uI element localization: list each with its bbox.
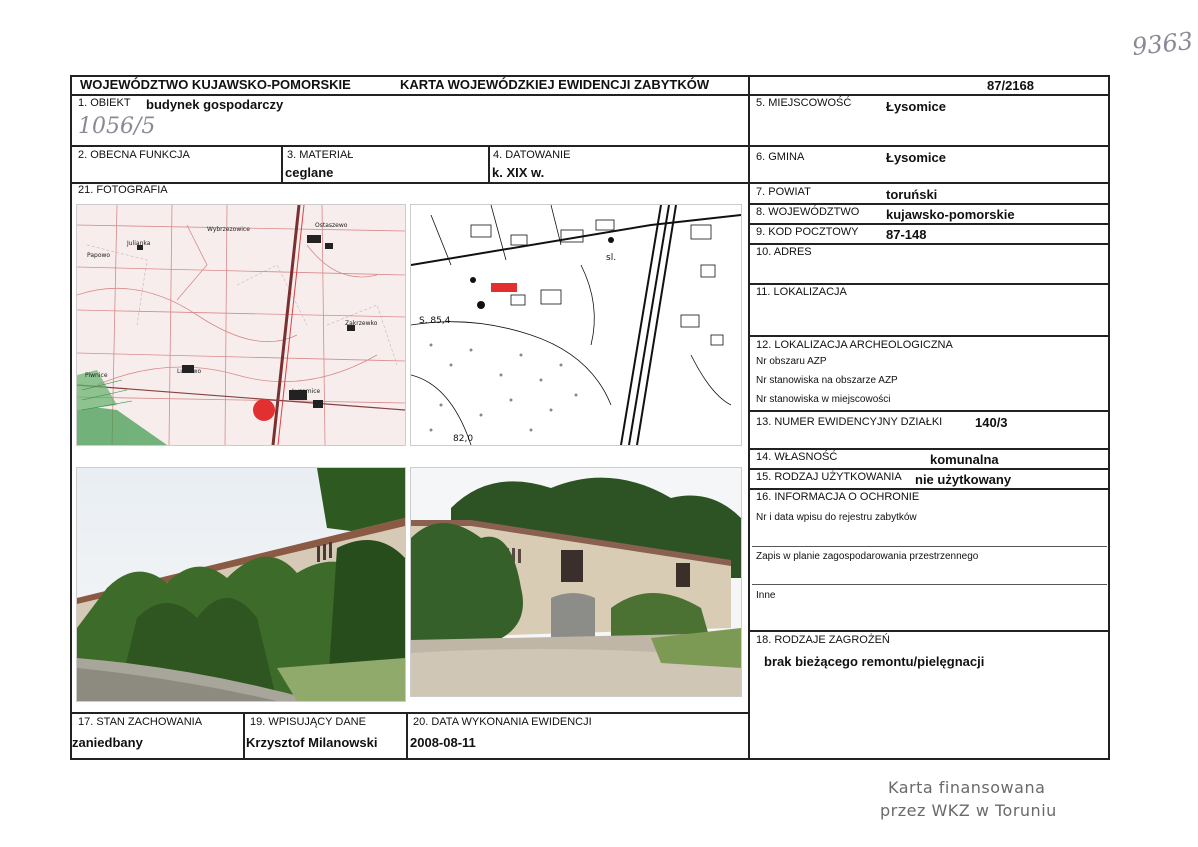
ochrona-plan: Zapis w planie zagospodarowania przestrzennego (756, 551, 979, 562)
label-rodzaj-uzytkowania: 15. RODZAJ UŻYTKOWANIA (756, 471, 902, 483)
value-datowanie: k. XIX w. (492, 165, 545, 180)
label-stan-zachowania: 17. STAN ZACHOWANIA (78, 716, 203, 728)
map-label-zakrzewko: Zakrzewko (345, 320, 378, 327)
map-label-ostaszewo: Ostaszewo (315, 222, 348, 229)
cad-label-height: 82,0 (453, 434, 474, 444)
label-datowanie: 4. DATOWANIE (493, 149, 571, 161)
photo-building-wall (76, 467, 406, 702)
financing-stamp-line1: Karta finansowana (888, 778, 1046, 797)
value-obiekt: budynek gospodarczy (146, 97, 284, 112)
label-data: 20. DATA WYKONANIA EWIDENCJI (413, 716, 592, 728)
label-wlasnosc: 14. WŁASNOŚĆ (756, 451, 838, 463)
label-obiekt: 1. OBIEKT (78, 97, 131, 109)
value-wlasnosc: komunalna (930, 452, 999, 467)
value-material: ceglane (285, 165, 334, 180)
label-gmina: 6. GMINA (756, 151, 805, 163)
cadastral-map (410, 204, 742, 446)
value-numer-dzialki: 140/3 (975, 415, 1008, 430)
cad-label-sl: sl. (606, 253, 617, 263)
value-miejscowosc: Łysomice (886, 99, 946, 114)
map-label-wybrzezowice: Wybrzezowice (207, 226, 250, 233)
label-wojewodztwo: 8. WOJEWÓDZTWO (756, 206, 860, 218)
map-label-piwnice: Piwnice (85, 372, 108, 379)
label-material: 3. MATERIAŁ (287, 149, 354, 161)
label-miejscowosc: 5. MIEJSCOWOŚĆ (756, 97, 852, 109)
ochrona-inne: Inne (756, 590, 776, 601)
value-data: 2008-08-11 (410, 735, 476, 750)
photo-barn-gate (410, 467, 742, 697)
label-adres: 10. ADRES (756, 246, 812, 258)
map-label-lysomice: Łysomice (292, 388, 321, 395)
value-kod-pocztowy: 87-148 (886, 227, 927, 242)
value-powiat: toruński (886, 187, 938, 202)
card-title: KARTA WOJEWÓDZKIEJ EWIDENCJI ZABYTKÓW (400, 77, 710, 92)
label-zagrozenia: 18. RODZAJE ZAGROŻEŃ (756, 634, 890, 646)
handwritten-object-number: 1056/5 (78, 114, 156, 139)
map-label-lulkowo: Lulkowo (177, 368, 202, 375)
arch-line-azp: Nr obszaru AZP (756, 356, 827, 367)
label-ochrona: 16. INFORMACJA O OCHRONIE (756, 491, 920, 503)
value-zagrozenia: brak bieżącego remontu/pielęgnacji (764, 654, 985, 669)
arch-line-stanowisko-azp: Nr stanowiska na obszarze AZP (756, 375, 898, 386)
label-kod-pocztowy: 9. KOD POCZTOWY (756, 226, 859, 238)
ochrona-rejestr: Nr i data wpisu do rejestru zabytków (756, 512, 917, 523)
map-label-julianka: Julianka (127, 240, 151, 247)
value-wpisujacy: Krzysztof Milanowski (246, 735, 378, 750)
label-obecna-funkcja: 2. OBECNA FUNKCJA (78, 149, 190, 161)
label-powiat: 7. POWIAT (756, 186, 811, 198)
value-rodzaj-uzytkowania: nie użytkowany (915, 472, 1012, 487)
label-lokalizacja: 11. LOKALIZACJA (756, 286, 847, 298)
cad-label-elevation: S. 85,4 (419, 316, 451, 326)
label-numer-dzialki: 13. NUMER EWIDENCYJNY DZIAŁKI (756, 416, 943, 428)
map-label-papowo: Papowo (87, 252, 111, 259)
card-number: 87/2168 (987, 78, 1034, 93)
handwritten-archive-number: 9363 (1130, 26, 1195, 62)
topographic-map (76, 204, 406, 446)
building-marker (491, 283, 517, 292)
label-lokalizacja-arch: 12. LOKALIZACJA ARCHEOLOGICZNA (756, 339, 953, 351)
value-gmina: Łysomice (886, 150, 946, 165)
value-stan-zachowania: zaniedbany (72, 735, 143, 750)
region-header: WOJEWÓDZTWO KUJAWSKO-POMORSKIE (80, 77, 351, 92)
label-fotografia: 21. FOTOGRAFIA (78, 184, 168, 196)
arch-line-stanowisko-miejscowosc: Nr stanowiska w miejscowości (756, 394, 891, 405)
financing-stamp-line2: przez WKZ w Toruniu (880, 801, 1057, 820)
label-wpisujacy: 19. WPISUJĄCY DANE (250, 716, 366, 728)
value-wojewodztwo: kujawsko-pomorskie (886, 207, 1015, 222)
